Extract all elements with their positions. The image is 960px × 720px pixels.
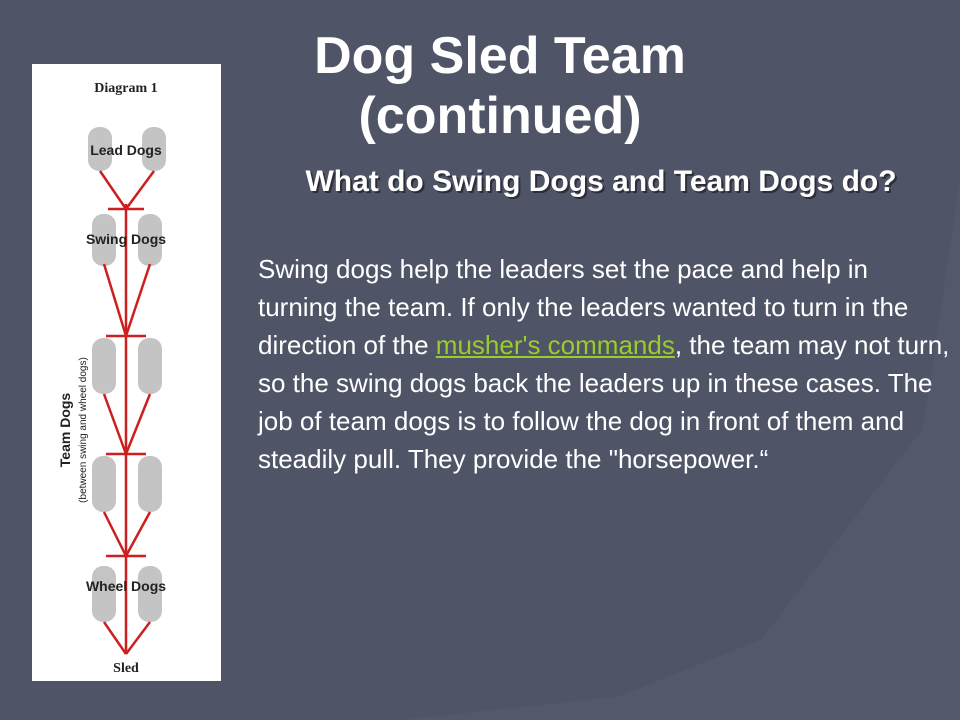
section-heading: What do Swing Dogs and Team Dogs do? <box>305 165 897 198</box>
label-team-dogs-sub: (between swing and wheel dogs) <box>78 357 89 503</box>
team-dog-right-1 <box>138 338 162 394</box>
diagram-svg <box>32 64 221 681</box>
wheel-dog-right <box>138 566 162 622</box>
label-swing-dogs: Swing Dogs <box>85 231 167 247</box>
slide-title <box>240 26 760 146</box>
body-text-end: , the team may not turn, so the swing dogs back the leaders up in these cases. The job of team dogs is to follow the dog in front of them and steadily pull. They provide the "horsepower.“ <box>258 330 950 474</box>
diagram-title: Diagram 1 <box>94 81 158 96</box>
wheel-dog-left <box>92 566 116 622</box>
mushers-commands-link[interactable]: musher's commands <box>435 330 675 360</box>
body-paragraph <box>258 250 950 478</box>
label-lead-dogs: Lead Dogs <box>90 142 162 158</box>
team-dog-left-1 <box>92 338 116 394</box>
team-dog-left-2 <box>92 456 116 512</box>
title-line-1: Dog Sled Team <box>314 27 686 85</box>
label-sled: Sled <box>113 661 139 676</box>
label-wheel-dogs: Wheel Dogs <box>85 578 167 594</box>
sled-team-diagram <box>32 64 221 681</box>
label-team-dogs: Team Dogs <box>57 392 73 468</box>
team-dog-right-2 <box>138 456 162 512</box>
title-line-2: (continued) <box>358 87 642 145</box>
body-text-start: Swing dogs help the leaders set the pace and help in turning the team. If only the leaders wanted to turn in the direction of the <box>258 254 909 360</box>
